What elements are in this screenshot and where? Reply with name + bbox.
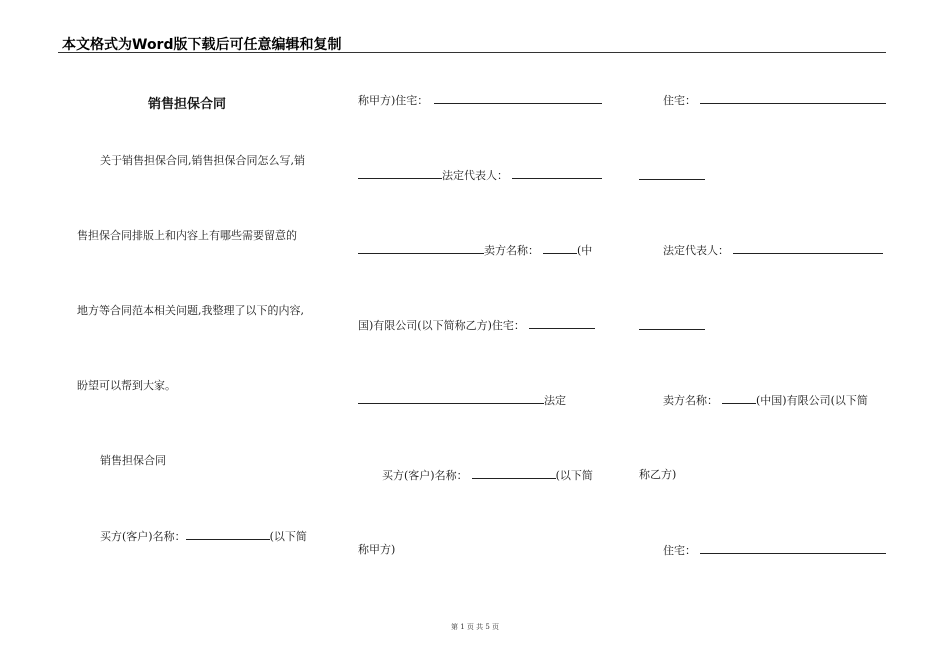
c2-row3-blank-a [358,243,484,254]
c2-row1-blank [434,93,602,104]
intro-line-3: 地方等合同范本相关问题,我整理了以下的内容, [77,304,304,317]
buyer-name-row [100,529,307,544]
c2-row1-label: 称甲方)住宅： [358,94,429,107]
c2-row2 [358,168,602,183]
c2-row5-label: 法定 [544,394,566,407]
c2-row3-label: 卖方名称： [484,244,539,257]
c3-row5-suffix: (中国)有限公司(以下简 [756,394,868,407]
c2-row3-blank-b [543,243,577,254]
c2-row2-blank-b [512,168,602,179]
c3-row1-blank [700,93,886,104]
intro-line-2: 售担保合同排版上和内容上有哪些需要留意的 [77,229,297,242]
page-number: 第 1 页 共 5 页 [450,623,500,631]
c3-row6: 称乙方) [639,468,677,481]
header-divider [58,52,886,53]
contract-subtitle: 销售担保合同 [100,454,166,467]
c2-row4-blank [529,318,595,329]
c3-row7 [663,543,886,558]
c3-row5-blank [722,393,756,404]
c2-row6-suffix: (以下简 [555,469,593,482]
c3-row7-blank [700,543,886,554]
c2-row5-blank [358,393,544,404]
c2-row6 [382,468,593,483]
c2-row4 [358,318,595,333]
c2-row3 [358,243,592,258]
c2-row6-blank [472,468,556,479]
c2-row6-label: 买方(客户)名称： [382,469,468,482]
header-title: 本文格式为Word版下载后可任意编辑和复制 [62,37,342,53]
c3-row3-blank [733,243,883,254]
c3-row4-blank [639,329,705,330]
intro-line-1: 关于销售担保合同,销售担保合同怎么写,销 [100,154,305,167]
buyer-name-label: 买方(客户)名称： [100,530,186,543]
buyer-name-suffix: (以下简 [269,530,307,543]
c3-row5 [663,393,868,408]
c2-row7: 称甲方) [358,543,396,556]
buyer-name-blank [186,529,270,540]
c2-row4-label: 国)有限公司(以下简称乙方)住宅： [358,319,525,332]
intro-line-4: 盼望可以帮到大家。 [77,379,176,392]
c2-row3-suffix: (中 [577,244,593,257]
c2-row2-blank-a [358,168,442,179]
c3-row1 [663,93,886,108]
c2-row5 [358,393,566,408]
c2-row1 [358,93,602,108]
c3-row3 [663,243,883,258]
c3-row5-label: 卖方名称： [663,394,718,407]
document-title: 销售担保合同 [148,97,227,112]
c3-row2-blank [639,179,705,180]
c3-row7-label: 住宅： [663,544,696,557]
c3-row1-label: 住宅： [663,94,696,107]
c2-row2-label: 法定代表人： [442,169,508,182]
c3-row3-label: 法定代表人： [663,244,729,257]
